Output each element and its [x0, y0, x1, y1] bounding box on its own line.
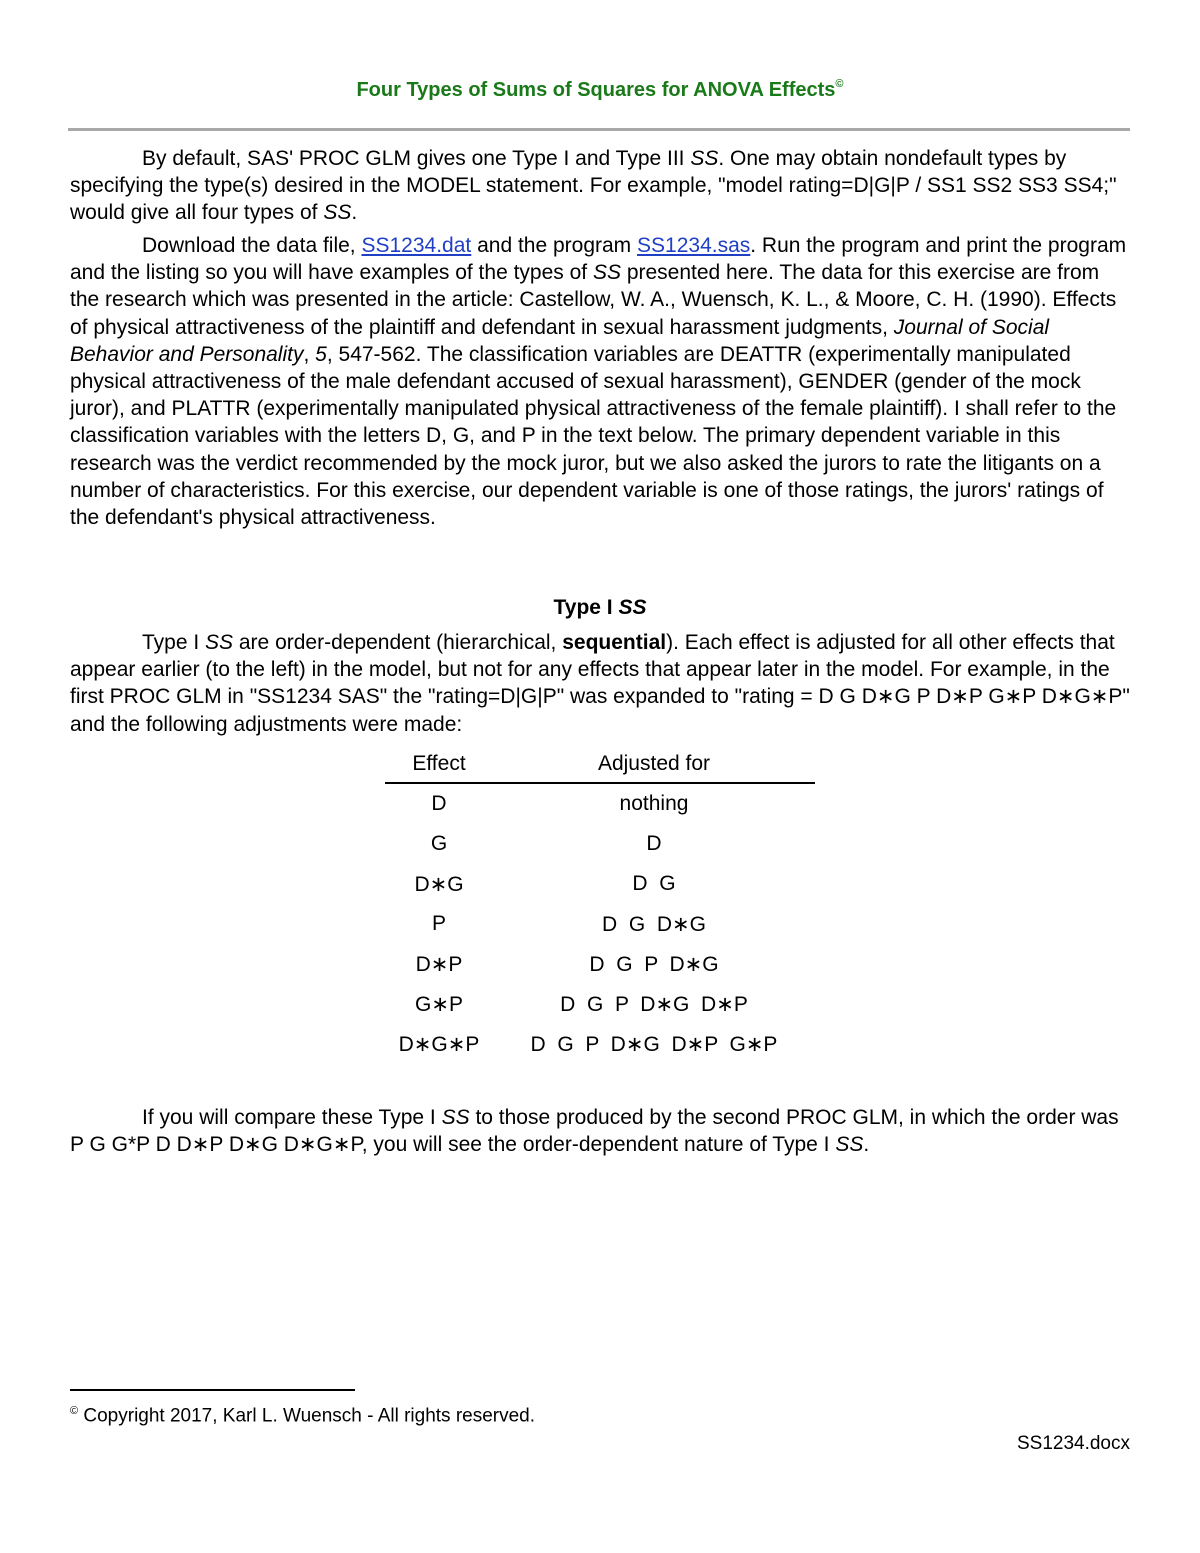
copyright-mark: ©: [835, 78, 844, 90]
page-title: Four Types of Sums of Squares for ANOVA Effects©: [356, 78, 844, 101]
intro-paragraph: By default, SAS' PROC GLM gives one Type I and Type III SS. One may obtain nondefault types by specifying the type(s) desired in the MODEL statement. For example, "model rating=D|G|P / SS1 SS2 SS3 SS4;" would give all four types of SS.: [70, 147, 1117, 225]
adjusted-cell: D G P D∗G D∗P: [560, 992, 748, 1016]
effect-cell: P: [431, 912, 446, 935]
column-header-adjusted-for: Adjusted for: [493, 746, 815, 783]
effect-cell: G∗P: [415, 992, 463, 1016]
table-row: [385, 1024, 815, 1064]
table-row: [385, 984, 815, 1024]
title-divider: [68, 128, 1130, 131]
data-file-link[interactable]: SS1234.dat: [361, 234, 472, 257]
adjusted-cell: D: [646, 832, 662, 855]
adjusted-cell: D G P D∗G: [589, 952, 719, 976]
data-description-paragraph: Download the data file, SS1234.dat and the program SS1234.sas. Run the program and print the program and the listing so you will have examples of the types of SS presented here. The data for this exercise are from the research which was presented in the article: Castellow, W. A., Wuensch, K. L., & Moore, C. H. (1990). Effects of physical attractiveness of the plaintiff and defendant in sexual harassment judgments, Journal of Social Behavior and Personality, 5, 547-562. The classification variables are DEATTR (experimentally manipulated physical attractiveness of the male defendant accused of sexual harassment), GENDER (gender of the mock juror), and PLATTR (experimentally manipulated physical attractiveness of the female plaintiff). I shall refer to the classification variables with the letters D, G, and P in the text below. The primary dependent variable in this research was the verdict recommended by the mock juror, but we also asked the jurors to rate the litigants on a number of characteristics. For this exercise, our dependent variable is one of those ratings, the jurors' ratings of the defendant's physical attractiveness.: [70, 234, 1127, 530]
table-row: [385, 824, 815, 864]
footnote-mark: ©: [70, 1405, 79, 1417]
table-row: [385, 944, 815, 984]
adjusted-cell: D G: [632, 872, 676, 895]
comparison-paragraph: If you will compare these Type I SS to those produced by the second PROC GLM, in which the order was P G G*P D D∗P D∗G D∗G∗P, you will see the order-dependent nature of Type I SS.: [70, 1106, 1119, 1157]
effect-cell: D∗P: [415, 952, 463, 976]
adjusted-cell: D G P D∗G D∗P G∗P: [530, 1032, 778, 1056]
table-header-row: [385, 746, 815, 783]
section-heading-type-i: Type I SS: [553, 596, 647, 619]
effect-cell: G: [430, 832, 448, 855]
effect-cell: D: [431, 792, 447, 815]
effect-cell: D∗G: [414, 872, 464, 896]
footnote-divider: [70, 1389, 355, 1391]
document-filename: SS1234.docx: [1016, 1433, 1130, 1454]
effect-cell: D∗G∗P: [398, 1032, 480, 1056]
adjusted-cell: D G D∗G: [602, 912, 706, 936]
table-row: [385, 783, 815, 824]
table-row: [385, 864, 815, 904]
type-i-paragraph: Type I SS are order-dependent (hierarchical, sequential). Each effect is adjusted for all other effects that appear earlier (to the left) in the model, but not for any effects that appear later in the model. For example, in the first PROC GLM in "SS1234 SAS" the "rating=D|G|P" was expanded to "rating = D G D∗G P D∗P G∗P D∗G∗P" and the following adjustments were made:: [70, 631, 1130, 736]
column-header-effect: Effect: [385, 746, 493, 783]
program-file-link[interactable]: SS1234.sas: [637, 234, 751, 257]
table-row: [385, 904, 815, 944]
adjustment-table: [385, 746, 815, 1064]
adjusted-cell: nothing: [619, 792, 689, 815]
footnote: © Copyright 2017, Karl L. Wuensch - All rights reserved.: [70, 1405, 536, 1427]
